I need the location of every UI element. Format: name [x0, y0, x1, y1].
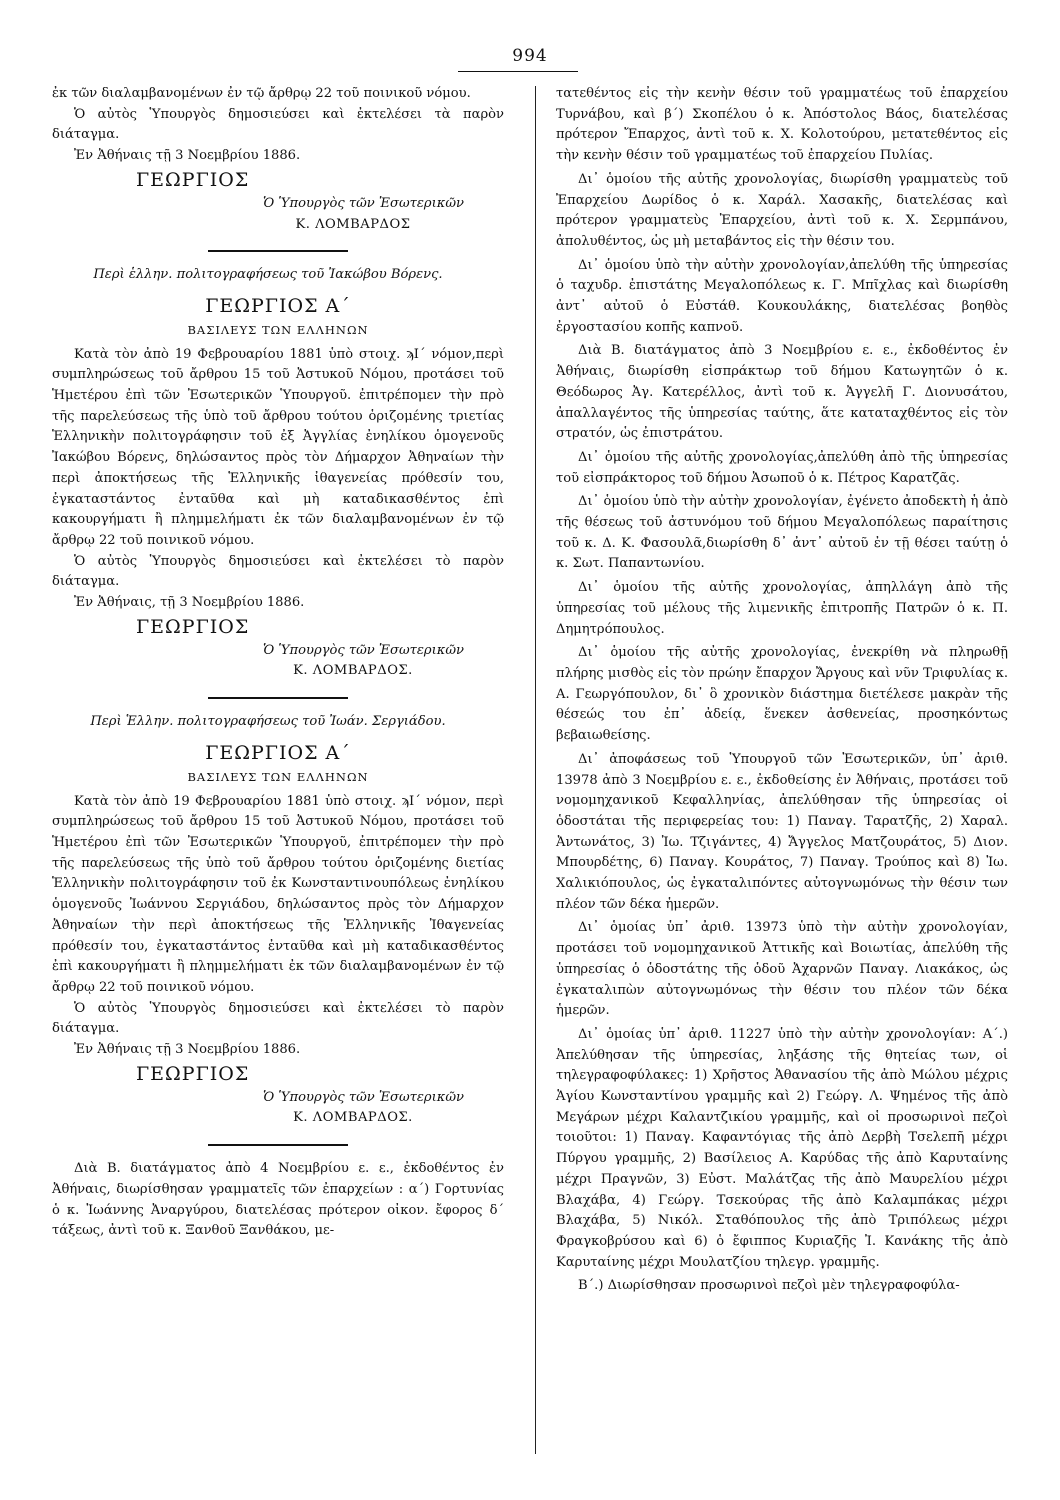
right-paragraph: Δι᾽ ὁμοίου ὑπὸ τὴν αὐτὴν χρονολογίαν, ἐγένετο ἀποδεκτὴ ἡ ἀπὸ τῆς θέσεως τοῦ ἀστυνόμου τοῦ δήμου Μεγαλοπόλεως παραίτησις τοῦ κ. Δ. Κ. Φασουλᾶ,διωρίσθη δ᾽ ἀντ᾽ αὐτοῦ ἐν τῇ θέσει ταύτῃ ὁ κ. Σωτ. Παπαντωνίου. — [556, 494, 1008, 572]
decree1-date: Ἐν Ἀθήναις, τῇ 3 Νοεμβρίου 1886. — [74, 595, 305, 611]
intro-minister-name: Κ. ΛΟΜΒΑΡΔΟΣ — [295, 216, 411, 232]
right-paragraph: τατεθέντος εἰς τὴν κενὴν θέσιν τοῦ γραμματέως τοῦ ἐπαρχείου Τυρνάβου, καὶ β΄) Σκοπέλου ὁ κ. Ἀπόστολος Βάος, διατελέσας πρότερον Ἔπαρχος, ἀντὶ τοῦ κ. Χ. Κολοτούρου, μετατεθέντος εἰς τὴν κενὴν θέσιν τοῦ γραμματέως τοῦ ἐπαρχείου Πυλίας. — [556, 86, 1008, 164]
right-paragraph: Διὰ Β. διατάγματος ἀπὸ 3 Νοεμβρίου ε. ε., ἐκδοθέντος ἐν Ἀθήναις, διωρίσθη εἰσπράκτωρ τοῦ δήμου Κατωγητῶν ὁ κ. Θεόδωρος Ἀγ. Κατερέλλος, ἀντὶ τοῦ κ. Ἀγγελῆ Γ. Διονυσάτου, ἀπαλλαγέντος τῆς ὑπηρεσίας ταύτης, ἅτε καταταχθέντος εἰς τὸν στρατόν, ὡς ἐπιστράτου. — [556, 343, 1008, 442]
intro-publish: Ὁ αὐτὸς Ὑπουργὸς δημοσιεύσει καὶ ἐκτελέσει τὰ παρὸν διάταγμα. — [52, 106, 504, 143]
right-paragraph: Δι᾽ ὁμοίου τῆς αὐτῆς χρονολογίας, ἐνεκρίθη νὰ πληρωθῇ πλήρης μισθὸς εἰς τὸν πρώην ἔπαρχον Ἄργους καὶ νῦν Τριφυλίας κ. Α. Γεωργόπουλον, δι᾽ ὃ χρονικὸν διάστημα διετέλεσε μακρὰν τῆς θέσεώς του ἐπ᾽ ἀδείᾳ, ἕνεκεν ἀσθενείας, προσηκόντως βεβαιωθείσης. — [556, 645, 1008, 744]
right-paragraph: Δι᾽ ὁμοίου τῆς αὐτῆς χρονολογίας, διωρίσθη γραμματεὺς τοῦ Ἐπαρχείου Δωρίδος ὁ κ. Χαράλ. Χασακῆς, διατελέσας καὶ πρότερον γραμματεὺς Ἐπαρχείου, ἀντὶ τοῦ κ. Χ. Σερμπάνου, ἀπολυθέντος, ὡς μὴ μεταβάντος εἰς τὴν θέσιν του. — [556, 171, 1008, 249]
right-column — [556, 84, 1008, 1297]
intro-signature: ΓΕΩΡΓΙΟΣ — [136, 168, 250, 191]
intro-date: Ἐν Ἀθήναις τῇ 3 Νοεμβρίου 1886. — [74, 148, 301, 164]
closing-paragraph: Διὰ Β. διατάγματος ἀπὸ 4 Νοεμβρίου ε. ε., ἐκδοθέντος ἐν Ἀθήναις, διωρίσθησαν γραμματεῖς τῶν ἐπαρχείων : α΄) Γορτυνίας ὁ κ. Ἰωάννης Ἀναργύρου, διατελέσας πρότερον οἰκον. ἔφορος δ΄ τάξεως, ἀντὶ τοῦ κ. Ξανθοῦ Ξανθάκου, με- — [52, 1161, 504, 1239]
decree2-king: ΓΕΩΡΓΙΟΣ Α΄ — [205, 741, 351, 764]
left-column — [52, 84, 504, 1242]
decree2-minister-name: Κ. ΛΟΜΒΑΡΔΟΣ. — [293, 1110, 413, 1126]
decree1-title: Περὶ ἑλλην. πολιτογραφήσεως τοῦ Ἰακώβου Βόρενς. — [93, 267, 443, 283]
section-rule — [208, 250, 348, 252]
decree1-publish: Ὁ αὐτὸς Ὑπουργὸς δημοσιεύσει καὶ ἐκτελέσει τὸ παρὸν διάταγμα. — [52, 553, 504, 590]
page-number: 994 — [512, 46, 548, 66]
decree1-minister-name: Κ. ΛΟΜΒΑΡΔΟΣ. — [293, 663, 413, 679]
right-paragraph: Δι᾽ ὁμοίας ὑπ᾽ ἀριθ. 11227 ὑπὸ τὴν αὐτὴν χρονολογίαν: Α΄.) Ἀπελύθησαν τῆς ὑπηρεσίας, ληξάσης τῆς θητείας των, οἱ τηλεγραφοφύλακες: 1) Χρῆστος Ἀθανασίου τῆς ἀπὸ Μώλου μέχρις Ἁγίου Κωνσταντίνου γραμμῆς καὶ 2) Γεώργ. Λ. Ψημένος τῆς ἀπὸ Μεγάρων μέχρι Καλαντζικίου γραμμῆς, καὶ οἱ προσωρινοὶ πεζοὶ τοιοῦτοι: 1) Παναγ. Καφαντόγιας τῆς ἀπὸ Δερβὴ Τσελεπῆ μέχρι Πύργου γραμμῆς, 2) Βασίλειος Α. Καρύδας τῆς ἀπὸ Καρυταίνης μέχρι Πραγνῶν, 3) Εὐστ. Μαλάτζας τῆς ἀπὸ Μαυρελίου μέχρι Βλαχάβα, 4) Γεώργ. Τσεκούρας τῆς ἀπὸ Καλαμπάκας μέχρι Βλαχάβα, 5) Νικόλ. Σταθόπουλος τῆς ἀπὸ Τριπόλεως μέχρι Φραγκοβρύσου καὶ 6) ὁ ἔφιππος Κυριαζῆς Ἰ. Κανάκης τῆς ἀπὸ Καρυταίνης μέχρι Μουλατζίου τηλεγρ. γραμμῆς. — [556, 1026, 1008, 1270]
decree2-body: Κατὰ τὸν ἀπὸ 19 Φεβρουαρίου 1881 ὑπὸ στοιχ. ϡΙ΄ νόμον, περὶ συμπληρώσεως τοῦ ἄρθρου 15 τοῦ Ἀστυκοῦ Νόμου, προτάσει τοῦ Ἡμετέρου ἐπὶ τῶν Ἐσωτερικῶν Ὑπουργοῦ, ἐπιτρέπομεν τὴν πρὸ τῆς παρελεύσεως τῆς ὑπὸ τοῦ ἄρθρου τούτου ὁριζομένης διετίας Ἑλληνικὴν πολιτογράφησιν τοῦ ἐκ Κωνσταντινουπόλεως ἐνηλίκου ὁμογενοῦς Ἰωάννου Σεργιάδου, δηλώσαντος πρὸς τὸν Δήμαρχον Ἀθηναίων τὴν περὶ ἀποκτήσεως τῆς Ἑλληνικῆς Ἰθαγενείας πρόθεσίν του, ἐγκαταστάντος ἐνταῦθα καὶ μὴ καταδικασθέντος ἐπὶ κακουργήματι ἢ πλημμελήματι ἐκ τῶν διαλαμβανομένων ἐν τῷ ἄρθρῳ 22 τοῦ ποινικοῦ νόμου. — [52, 793, 504, 995]
intro-minister-title: Ὁ Ὑπουργὸς τῶν Ἐσωτερικῶν — [262, 195, 464, 211]
decree1-body: Κατὰ τὸν ἀπὸ 19 Φεβρουαρίου 1881 ὑπὸ στοιχ. ϡΙ΄ νόμον,περὶ συμπληρώσεως τοῦ ἄρθρου 15 τοῦ Ἀστυκοῦ Νόμου, προτάσει τοῦ Ἡμετέρου ἐπὶ τῶν Ἐσωτερικῶν Ὑπουργοῦ. ἐπιτρέπομεν τὴν πρὸ τῆς παρελεύσεως τῆς ὑπὸ τοῦ ἄρθρου τούτου ὁριζομένης τριετίας Ἑλληνικὴν πολιτογράφησιν τοῦ ἐξ Ἀγγλίας ἐνηλίκου ὁμογενοῦς Ἰακώβου Βόρενς, δηλώσαντος πρὸς τὸν Δήμαρχον Ἀθηναίων τὴν περὶ ἀποκτήσεως τῆς Ἑλληνικῆς ἰθαγενείας πρόθεσίν του, ἐγκαταστάντος ἐνταῦθα καὶ μὴ καταδικασθέντος ἐπὶ κακουργήματι ἢ πλημμελήματι ἐκ τῶν διαλαμβανομένων ἐν τῷ ἄρθρῳ 22 τοῦ ποινικοῦ νόμου. — [52, 346, 504, 548]
decree1-kingdom: ΒΑΣΙΛΕΥΣ ΤΩΝ ΕΛΛΗΝΩΝ — [187, 322, 369, 337]
decree1-minister-title: Ὁ Ὑπουργὸς τῶν Ἐσωτερικῶν — [262, 642, 464, 658]
intro-line: ἐκ τῶν διαλαμβανομένων ἐν τῷ ἄρθρῳ 22 τοῦ ποινικοῦ νόμου. — [52, 86, 471, 101]
decree2-date: Ἐν Ἀθήναις τῇ 3 Νοεμβρίου 1886. — [74, 1042, 301, 1058]
decree2-minister-title: Ὁ Ὑπουργὸς τῶν Ἐσωτερικῶν — [262, 1089, 464, 1105]
decree2-signature: ΓΕΩΡΓΙΟΣ — [136, 1062, 250, 1085]
right-paragraph: Β΄.) Διωρίσθησαν προσωρινοὶ πεζοὶ μὲν τηλεγραφοφύλα- — [578, 1278, 960, 1294]
section-rule — [208, 1144, 348, 1146]
right-paragraph: Δι᾽ ὁμοίου ὑπὸ τὴν αὐτὴν χρονολογίαν,ἀπελύθη τῆς ὑπηρεσίας ὁ ταχυδρ. ἐπιστάτης Μεγαλοπόλεως κ. Γ. Μπῖχλας καὶ διωρίσθη ἀντ᾽ αὐτοῦ ὁ Εὐστάθ. Κουκουλάκης, διατελέσας βοηθὸς ἐργοστασίου κοπῆς καπνοῦ. — [556, 257, 1008, 335]
header-rule — [458, 71, 578, 72]
decree2-kingdom: ΒΑΣΙΛΕΥΣ ΤΩΝ ΕΛΛΗΝΩΝ — [187, 769, 369, 784]
decree1-king: ΓΕΩΡΓΙΟΣ Α΄ — [205, 294, 351, 317]
decree1-signature: ΓΕΩΡΓΙΟΣ — [136, 615, 250, 638]
decree2-publish: Ὁ αὐτὸς Ὑπουργὸς δημοσιεύσει καὶ ἐκτελέσει τὸ παρὸν διάταγμα. — [52, 1000, 504, 1037]
column-divider — [535, 86, 536, 1454]
right-paragraph: Δι᾽ ὁμοίας ὑπ᾽ ἀριθ. 13973 ὑπὸ τὴν αὐτὴν χρονολογίαν, προτάσει τοῦ νομομηχανικοῦ Ἀττικῆς καὶ Βοιωτίας, ἀπελύθη τῆς ὑπηρεσίας ὁ ὁδοστάτης τῆς ὁδοῦ Ἀχαρνῶν Παναγ. Λιακάκος, ὡς ἐγκαταλιπὼν αὐτογνωμόνως τὴν θέσιν του πλέον τῶν δέκα ἡμερῶν. — [556, 920, 1008, 1019]
right-paragraph: Δι᾽ ὁμοίου τῆς αὐτῆς χρονολογίας, ἀπηλλάγη ἀπὸ τῆς ὑπηρεσίας τοῦ μέλους τῆς λιμενικῆς ἐπιτροπῆς Πατρῶν ὁ κ. Π. Δημητρόπουλος. — [556, 580, 1008, 637]
right-paragraph: Δι᾽ ἀποφάσεως τοῦ Ὑπουργοῦ τῶν Ἐσωτερικῶν, ὑπ᾽ ἀριθ. 13978 ἀπὸ 3 Νοεμβρίου ε. ε., ἐκδοθείσης ἐν Ἀθήναις, προτάσει τοῦ νομομηχανικοῦ Κεφαλληνίας, ἀπελύθησαν τῆς ὑπηρεσίας οἱ ὁδοστάται τῆς περιφερείας του: 1) Παναγ. Ταρατζῆς, 2) Χαραλ. Ἀντωνάτος, 3) Ἰω. Τζιγάντες, 4) Ἄγγελος Ματζουράτος, 5) Διον. Μπουρδέτης, 6) Παναγ. Κουράτος, 7) Παναγ. Τρούπος καὶ 8) Ἰω. Χαλικιόπουλος, ὡς ἐγκαταλιπόντες αὐτογνωμόνως τὴν θέσιν των πλέον τῶν δέκα ἡμερῶν. — [556, 751, 1008, 912]
decree2-title: Περὶ Ἑλλην. πολιτογραφήσεως τοῦ Ἰωάν. Σεργιάδου. — [90, 714, 446, 730]
section-rule — [208, 697, 348, 699]
right-paragraph: Δι᾽ ὁμοίου τῆς αὐτῆς χρονολογίας,ἀπελύθη ἀπὸ τῆς ὑπηρεσίας τοῦ εἰσπράκτορος τοῦ δήμου Ἀσωποῦ ὁ κ. Πέτρος Καρατζᾶς. — [556, 449, 1008, 486]
